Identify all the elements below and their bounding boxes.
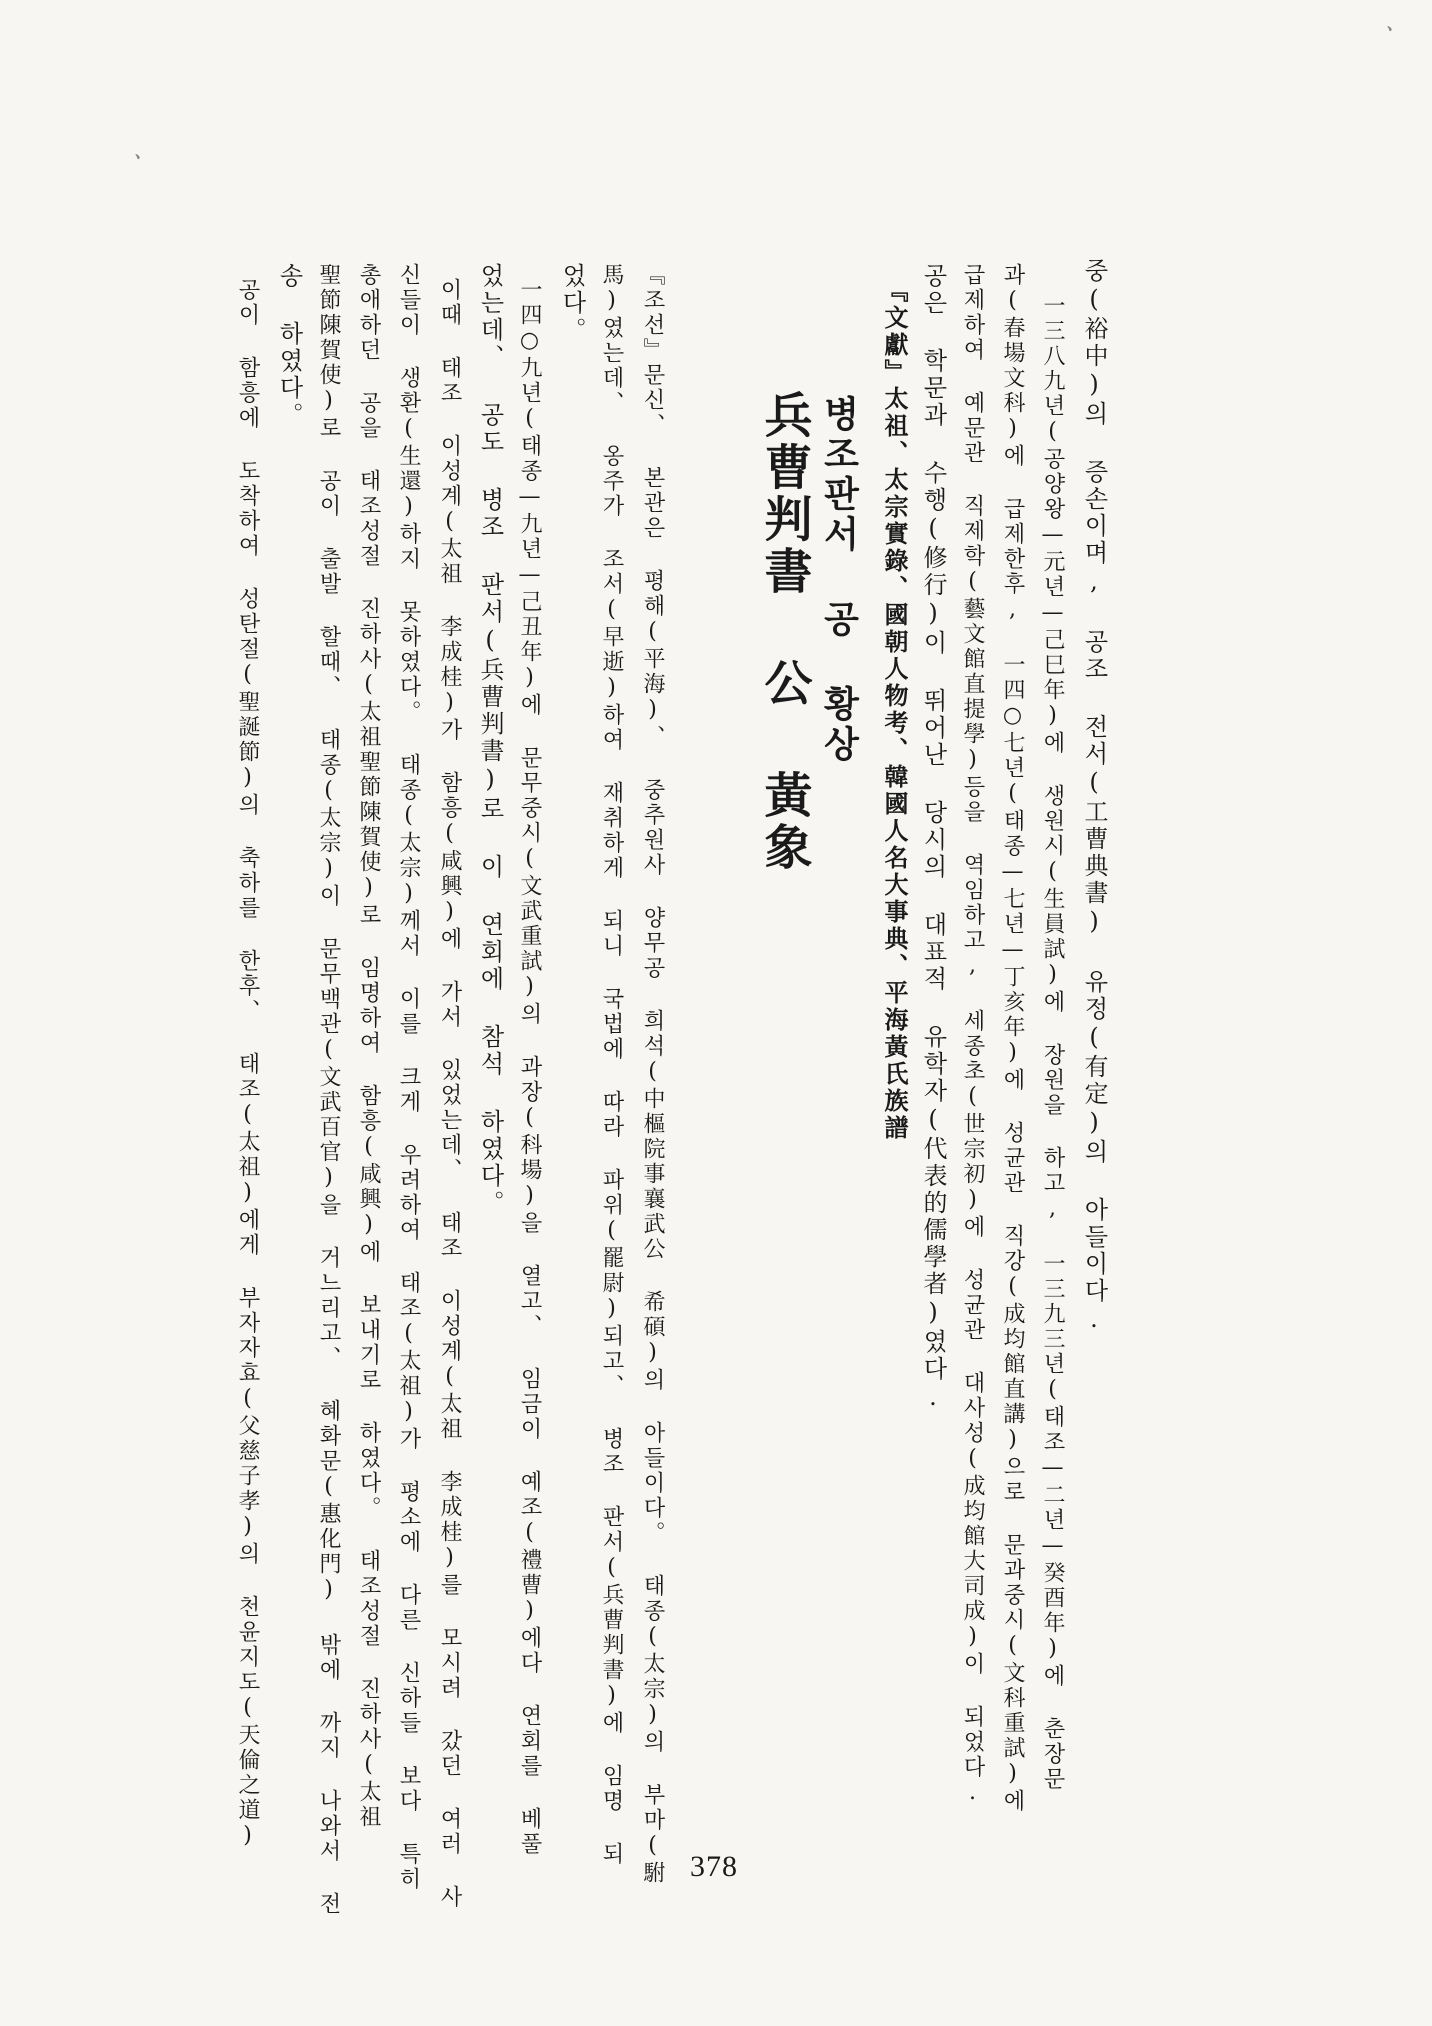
top-line-1: 중(裕中)의 증손이며, 공조 전서(工曹典書) 유정(有定)의 아들이다. [1080,258,1108,1336]
title-reading: 병조판서 공 황상 [818,395,859,765]
top-line-6: 『文獻』太祖、太宗實錄、國朝人物考、韓國人名大事典、平海黃氏族譜 [880,278,909,1142]
top-line-5: 공은 학문과 수행(修行)이 뛰어난 당시의 대표적 유학자(代表的儒學者)였다. [919,263,947,1414]
body-line-1: 『조선』문신、 본관은 평해(平海)、 중추원사 양무공 희석(中樞院事襄武公 希碩)의 아들이다。 태종(太宗)의 부마(駙 [640,263,665,1886]
scan-dot-right: ㆍ [1378,16,1402,44]
top-line-2: 一三八九년(공양왕—元년—己巳年)에 생원시(生員試)에 장원을 하고, 一三九三년(태조—二년—癸酉年)에 춘장문 [1040,294,1065,1792]
body-line-5: 었는데、 공도 병조 판서(兵曹判書)로 이 연회에 참석 하였다。 [476,263,504,1217]
page-number: 378 [690,1850,738,1883]
body-line-2: 馬)였는데、 옹주가 조서(早逝)하여 재취하게 되니 국법에 따라 파위(罷尉)되고、 병조 판서(兵曹判書)에 임명 되 [599,263,624,1867]
top-line-4: 급제하여 예문관 직제학(藝文館直提學)등을 역임하고, 세종초(世宗初)에 성균관 대사성(成均館大司成)이 되었다. [960,263,985,1808]
body-line-8: 총애하던 공을 태조성절 진하사(太祖聖節陳賀使)로 임명하여 함흥(咸興)에 보내기로 하였다。 태조성절 진하사(太祖 [356,263,381,1830]
title-hanja: 兵曹判書 公 黃象 [756,390,812,874]
top-line-3: 과(春場文科)에 급제한후, 一四○七년(태종—七년—丁亥年)에 성균관 직강(成均館直講)으로 문과중시(文科重試)에 [1000,263,1025,1814]
body-line-11: 공이 함흥에 도착하여 성탄절(聖誕節)의 축하를 한후、 태조(太祖)에게 부자자효(父慈子孝)의 천윤지도(天倫之道) [235,278,260,1851]
body-line-3: 었다。 [558,263,586,344]
body-line-4: 一四○九년(태종—九년—己丑年)에 문무중시(文武重試)의 과장(科場)을 열고、 임금이 예조(禮曹)에다 연회를 베풀 [517,278,542,1857]
scan-dot-left: ㆍ [126,144,150,172]
body-line-9: 聖節陳賀使)로 공이 출발 할때、 태종(太宗)이 문무백관(文武百官)을 거느리고、 혜화문(惠化門) 밖에 까지 나와서 전 [316,263,341,1917]
body-line-7: 신들이 생환(生還)하지 못하였다。 태종(太宗)께서 이를 크게 우려하여 태조(太祖)가 평소에 다른 신하들 보다 특히 [396,263,421,1892]
body-line-10: 송 하였다。 [275,263,303,429]
body-line-6: 이때 태조 이성계(太祖 李成桂)가 함흥(咸興)에 가서 있었는데、 태조 이성계(太祖 李成桂)를 모시려 갔던 여러 사 [437,278,462,1910]
